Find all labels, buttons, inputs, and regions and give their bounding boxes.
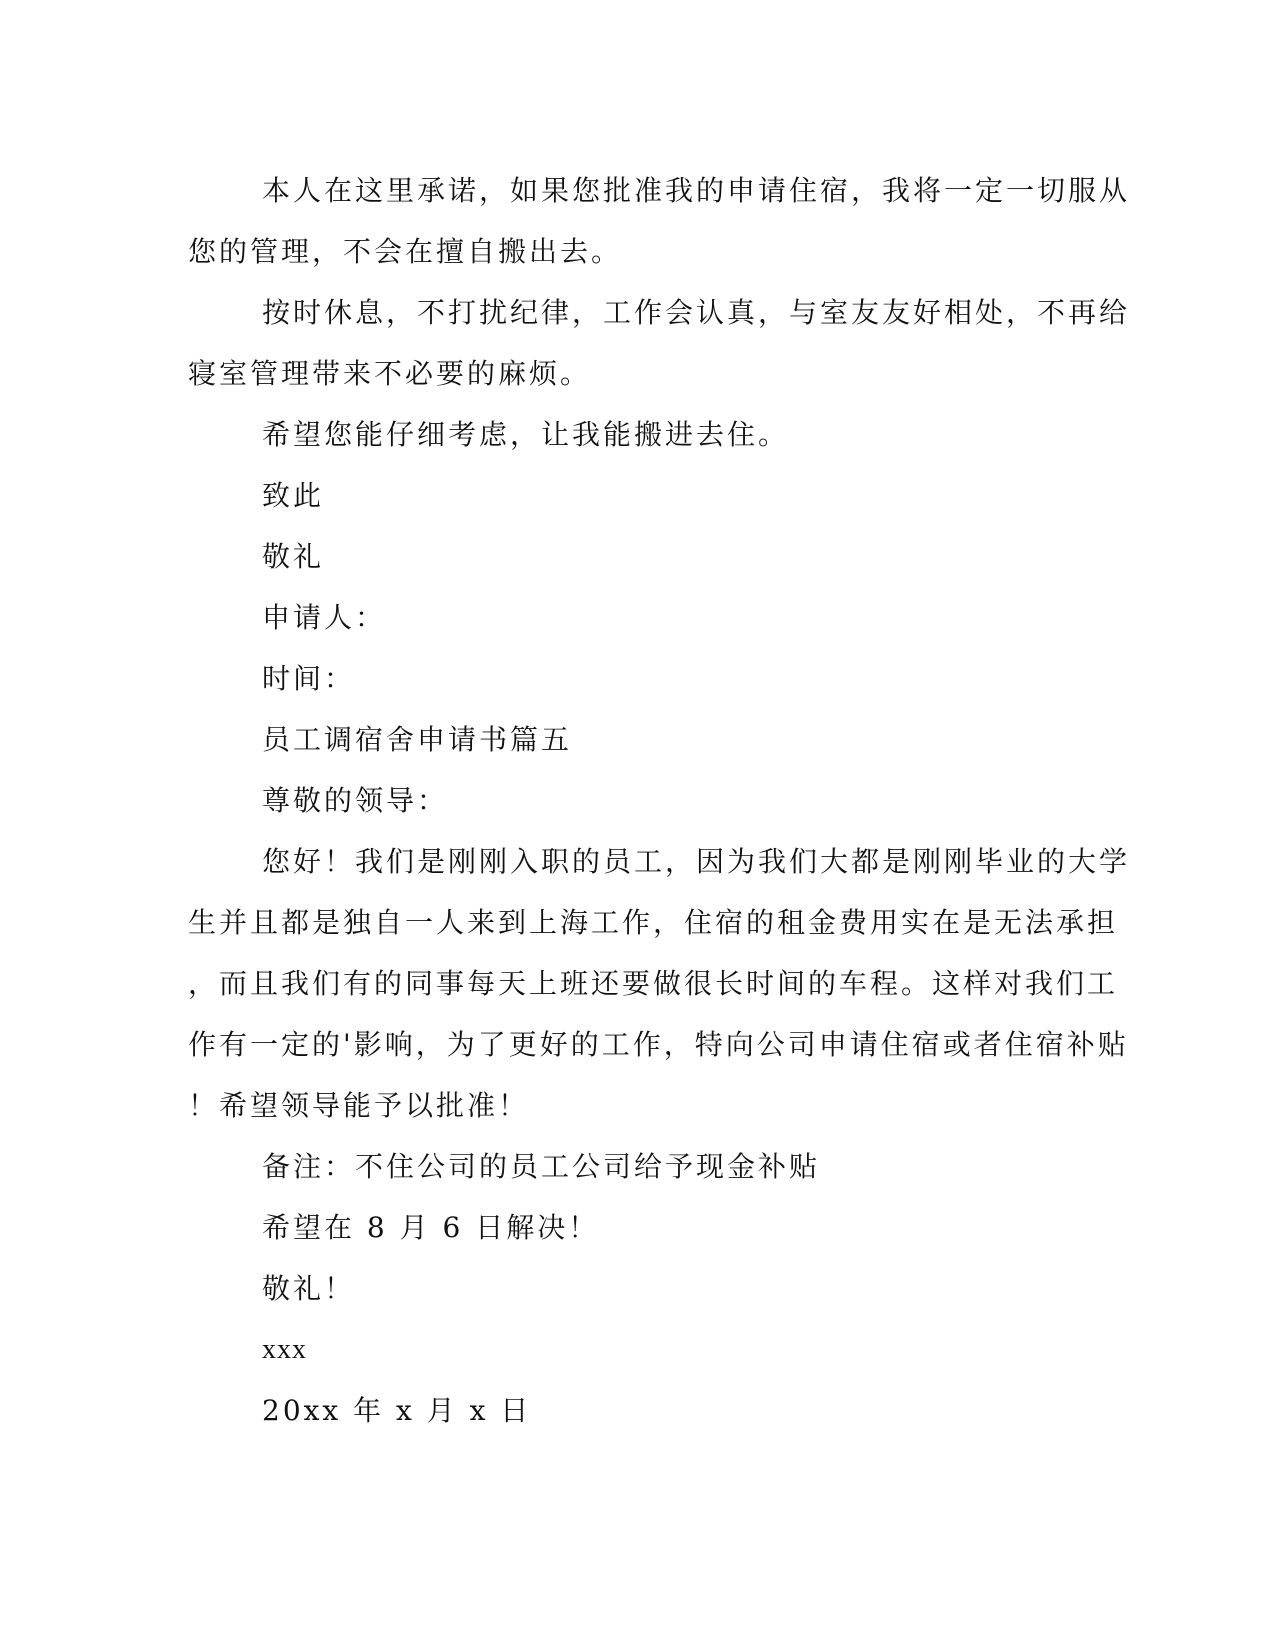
text-line: ，而且我们有的同事每天上班还要做很长时间的车程。这样对我们工 [188, 967, 1119, 1000]
closing-salutation [188, 465, 1068, 526]
text-line: xxx [262, 1334, 307, 1365]
text-line: 希望在 8 月 6 日解决！ [262, 1211, 600, 1244]
paragraph-hope [188, 404, 1068, 465]
applicant-label [188, 587, 1068, 648]
text-line: 您好！我们是刚刚入职的员工，因为我们大都是刚刚毕业的大学 [262, 845, 1131, 878]
paragraph-deadline [188, 1197, 1068, 1258]
text-line: 作有一定的'影响，为了更好的工作，特向公司申请住宿或者住宿补贴 [188, 1028, 1129, 1061]
paragraph-commitment [188, 160, 1131, 282]
text-line: 尊敬的领导： [262, 784, 449, 817]
signature-date [188, 1380, 1068, 1441]
greeting [188, 770, 1068, 831]
text-line: 寝室管理带来不必要的麻烦。 [188, 357, 592, 390]
paragraph-note [188, 1136, 1068, 1197]
paragraph-request [188, 831, 1131, 1136]
text-line: 本人在这里承诺，如果您批准我的申请住宿，我将一定一切服从 [262, 174, 1131, 207]
date-label [188, 648, 1068, 709]
paragraph-behavior [188, 282, 1131, 404]
text-line: 希望您能仔细考虑，让我能搬进去住。 [262, 418, 790, 451]
signature [188, 1319, 1068, 1380]
section-title [188, 709, 1068, 770]
text-line: 敬礼 [262, 540, 325, 573]
text-line: 申请人： [262, 601, 387, 634]
closing-regards-2 [188, 1258, 1068, 1319]
text-line: 员工调宿舍申请书篇五 [262, 723, 573, 756]
text-line: 生并且都是独自一人来到上海工作，住宿的租金费用实在是无法承担 [188, 906, 1119, 939]
text-line: 您的管理，不会在擅自搬出去。 [188, 235, 623, 268]
text-line: 敬礼！ [262, 1272, 356, 1305]
text-line: 时间： [262, 662, 356, 695]
document-body [188, 160, 1131, 1441]
closing-regards [188, 526, 1068, 587]
text-line: 备注：不住公司的员工公司给予现金补贴 [262, 1150, 821, 1183]
text-line: 按时休息，不打扰纪律，工作会认真，与室友友好相处，不再给 [262, 296, 1131, 329]
text-line: ！希望领导能予以批准！ [188, 1089, 530, 1122]
text-line: 致此 [262, 479, 325, 512]
text-line: 20xx 年 x 月 x 日 [262, 1394, 532, 1427]
